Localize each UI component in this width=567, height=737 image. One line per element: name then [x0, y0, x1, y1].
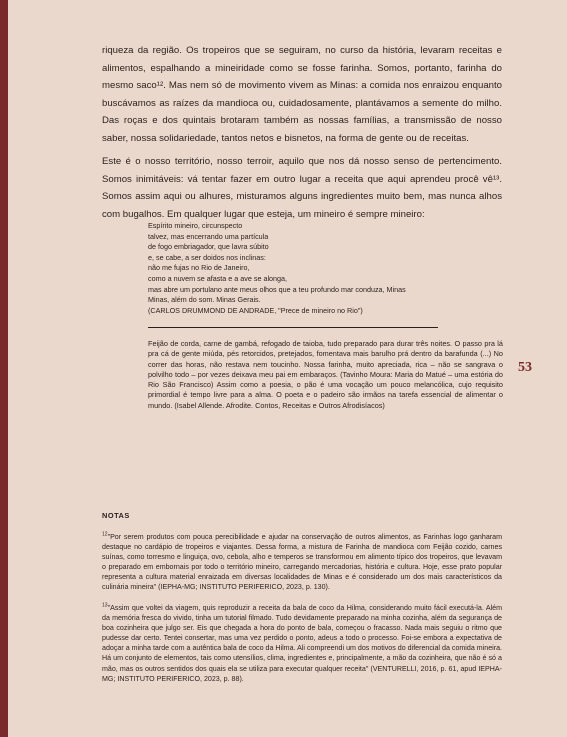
footnote-marker: 12: [102, 531, 108, 538]
poem-line: como a nuvem se afasta e a ave se alonga,: [148, 273, 288, 283]
poem-line: de fogo embriagador, que lavra súbito: [148, 242, 269, 252]
footnote-12: [102, 532, 502, 593]
margin-color-band: [0, 0, 8, 737]
poem-line: não me fujas no Rio de Janeiro,: [148, 263, 250, 273]
poem-quote: [148, 221, 448, 316]
page-number: 53: [518, 360, 532, 375]
footnote-text: "Assim que voltei da viagem, quis reproduzir a receita da bala de coco da Hilma, considerando muito fácil executá-la. Além da memória fresca do vivido, tinha um tutorial filmado. Tudo devidamente preparado na minha cozinha, além da segurança de boa cozinheira que julgo ser. Eis que chegada a hora do ponto de bala, começou o fracasso. Nada mais seguiu o ritmo que pudesse dar certo. Tentei consertar, mas uma vez perdido o ponto, adeus a todo o processo. Foi-se embora a expectativa de adoçar a minha tarde com a autêntica bala de coco da Hilma. Ali compreendi um dos motivos do diferencial da comida mineira. Há um conjunto de elementos, tais como utensílios, clima, ingredientes e, principalmente, a mão da cozinheira, que não é só a mão, mas os outros sentidos dos quais ela se utiliza para executar qualquer receita" (VENTURELLI, 2016, p. 61, apud IEPHA-MG; INSTITUTO PERIFERICO, 2023, p. 88).: [102, 604, 502, 683]
poem-line: mas abre um portulano ante meus olhos que a teu profundo mar conduza, Minas: [148, 284, 406, 294]
divider: [148, 327, 438, 328]
poem-line: Espírito mineiro, circunspecto: [148, 221, 243, 230]
footnote-text: "Por serem produtos com pouca perecibilidade e ajudar na conservação de outros alimentos, as Farinhas logo ganharam destaque no cardápio de tropeiros e viajantes. Dessa forma, a mistura de Farinha de mandioca com Feijão cozido, carnes suínas, como torresmo e linguiça, ovo, cebola, alho e temperos se transformou em alimento típico dos tropeiros, que levavam o preparado em embornais por todo o território mineiro, carregando mercadorias, história e cultura. Hoje, esse prato popular representa a cultura material enraizada em diversas localidades de Minas e é considerado um dos mais característicos da culinária mineira" (IEPHA-MG; INSTITUTO PERIFERICO, 2023, p. 130).: [102, 533, 502, 592]
footnote-marker: 13: [102, 602, 108, 609]
excerpt-quote: Feijão de corda, carne de gambá, refogado de taioba, tudo preparado para durar três noites. O passo pra lá pra cá de gente miúda, pés retorcidos, pretejados, fomentava mais barulho prá dentro da barafunda (...) No correr das horas, não restava nem toucinho. Nossa farinha, muito apreciada, rica – não se sangrava o polvilho todo – por vezes deixava meu pai em embaraços. (Tavinho Moura: Maria do Matué – uma estória do Rio São Francisco) Assim como a poesia, o pão é uma vocação um pouco melancólica, cujo requisito primordial é tempo livre para a alma. O poeta e o padeiro são irmãos na tarefa essencial de alimentar o mundo. (Isabel Allende. Afrodite. Contos, Receitas e Outros Afrodisíacos): [148, 339, 503, 410]
notes-heading: NOTAS: [102, 511, 130, 520]
paragraph-2: Este é o nosso território, nosso terroir, aquilo que nos dá nosso senso de pertencimento. Somos inimitáveis: vá tentar fazer em outro lugar a receita que aqui aprendeu procê vê¹³. Somos assim aqui ou alhures, misturamos alguns ingredientes muito bem, mas nunca alhos com bugalhos. Em qualquer lugar que esteja, um mineiro é sempre mineiro:: [102, 156, 502, 220]
paragraph-1: riqueza da região. Os tropeiros que se seguiram, no curso da história, levaram receitas e alimentos, espalhando a mineiridade como se fosse farinha. Somos, portanto, farinha do mesmo saco¹². Mas nem só de movimento vivem as Minas: a comida nos enraizou enquanto buscávamos as raízes da mandioca ou, cuidadosamente, plantávamos a semente do milho. Das roças e dos quintais brotaram também as nossas famílias, a transmissão de nosso saber, nossa solidariedade, tantos netos e bisnetos, na forma de gente ou de receitas.: [102, 45, 502, 144]
poem-line: e, se cabe, a ser doidos nos inclinas:: [148, 252, 266, 262]
body-text: [102, 42, 502, 229]
poem-line: Minas, além do som. Minas Gerais.: [148, 295, 261, 305]
poem-citation: (CARLOS DRUMMOND DE ANDRADE, "Prece de mineiro no Rio"): [148, 305, 363, 315]
poem-line: talvez, mas encerrando uma partícula: [148, 231, 269, 241]
footnote-13: [102, 603, 502, 684]
